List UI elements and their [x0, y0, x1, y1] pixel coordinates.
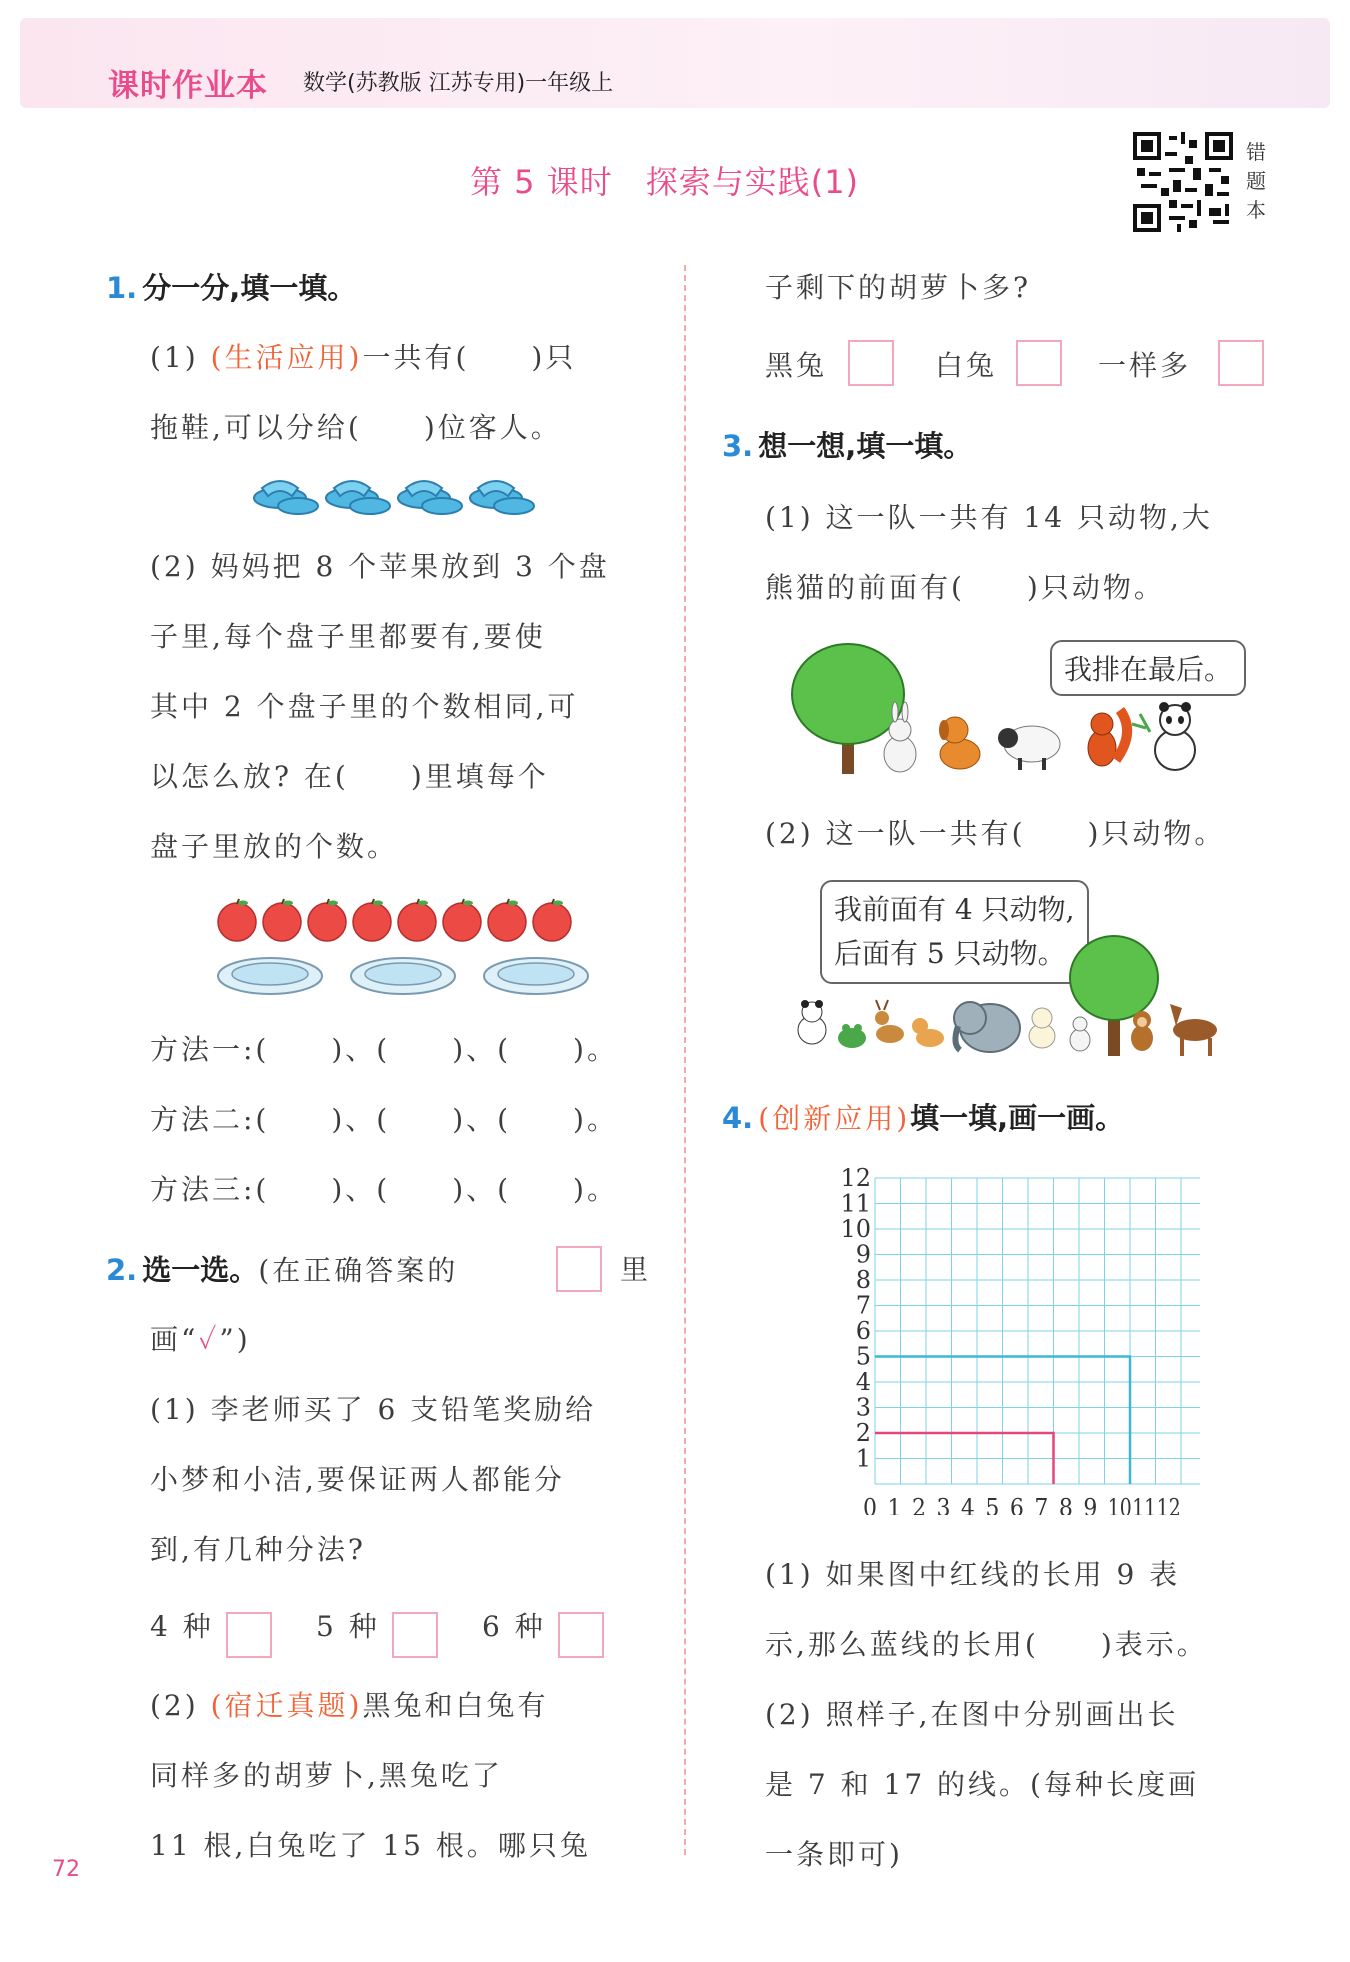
qr-code-icon[interactable] [1133, 132, 1233, 232]
question-1-number: 1. [106, 271, 138, 305]
question-2-title: 选一选。 [142, 1253, 259, 1287]
q4-part1-line1: (1) 如果图中红线的长用 9 表 [765, 1558, 1181, 1591]
y-tick-label: 2 [855, 1419, 871, 1447]
q2-option-label-4: 4 种 [150, 1610, 214, 1643]
q2-part2-line1 [150, 1684, 548, 1724]
q1-part2-line5: 盘子里放的个数。 [150, 830, 399, 863]
q2-part2-line2: 同样多的胡萝卜,黑兔吃了 [150, 1759, 503, 1792]
x-tick-label: 1 [887, 1494, 902, 1515]
x-tick-label: 11 [1132, 1494, 1157, 1515]
panda-icon [798, 1000, 826, 1044]
q2-part2-option-label-white: 白兔 [935, 349, 998, 382]
x-tick-label: 4 [960, 1494, 975, 1515]
x-tick-label: 5 [985, 1494, 1000, 1515]
x-tick-label: 9 [1083, 1494, 1098, 1515]
deer-icon [875, 1000, 904, 1043]
slippers-illustration [250, 470, 550, 522]
q2-option-box-6[interactable] [558, 1612, 604, 1658]
y-tick-label: 6 [855, 1317, 871, 1345]
animal-queue-scene-2 [790, 930, 1250, 1062]
question-2-instruction-end: 里 [620, 1253, 652, 1286]
qr-label: 错题本 [1246, 140, 1266, 222]
question-3-title: 想一想,填一填。 [758, 429, 973, 463]
q1-part2-line2: 子里,每个盘子里都要有,要使 [150, 620, 546, 653]
q2-part2-tag: (宿迁真题) [210, 1689, 363, 1722]
question-4-tag: (创新应用) [758, 1102, 911, 1135]
q2-quote-close: ”) [219, 1323, 251, 1356]
q2-option-label-5: 5 种 [316, 1610, 380, 1643]
y-tick-label: 12 [840, 1164, 871, 1192]
dog-icon [939, 717, 980, 769]
column-divider [684, 265, 686, 1855]
elephant-speech-line1: 我前面有 4 只动物, [834, 893, 1075, 926]
rabbit-icon [1070, 1017, 1090, 1051]
x-tick-label: 6 [1009, 1494, 1024, 1515]
q3-part2-line: (2) 这一队一共有( )只动物。 [765, 817, 1226, 850]
q1-part1-line2: 拖鞋,可以分给( )位客人。 [150, 411, 562, 444]
q2-part1-line3: 到,有几种分法? [150, 1533, 366, 1566]
q2-part2-option-label-same: 一样多 [1098, 349, 1192, 382]
x-tick-label: 2 [911, 1494, 926, 1515]
q2-part2-option-box-white[interactable] [1016, 340, 1062, 386]
q2-part2-line4: 子剩下的胡萝卜多? [765, 271, 1032, 304]
book-subtitle: 数学(苏教版 江苏专用)一年级上 [303, 71, 614, 96]
q1-part1-tag: (生活应用) [210, 341, 363, 374]
q1-part1-prefix: (1) [150, 341, 199, 374]
q1-part1-line1 [150, 336, 576, 376]
checkmark-icon: ✓ [198, 1323, 220, 1356]
q2-part2-option-box-black[interactable] [848, 340, 894, 386]
brand-title: 课时作业本 [108, 68, 268, 104]
q1-method-1: 方法一:( )、( )、( )。 [150, 1033, 618, 1066]
q2-part2-prefix: (2) [150, 1689, 199, 1722]
q2-example-box [556, 1246, 602, 1292]
y-tick-label: 7 [855, 1291, 871, 1320]
elephant-speech-line2: 后面有 5 只动物。 [834, 937, 1066, 970]
y-tick-label: 5 [855, 1342, 871, 1371]
y-tick-label: 10 [840, 1215, 871, 1243]
q2-part2-line3: 11 根,白兔吃了 15 根。哪只兔 [150, 1829, 591, 1862]
frog-icon [838, 1024, 866, 1048]
y-tick-label: 1 [855, 1444, 871, 1473]
x-tick-label: 7 [1034, 1494, 1049, 1515]
question-1-heading [106, 266, 356, 307]
q4-part2-line3: 一条即可) [765, 1838, 903, 1871]
elephant-icon [954, 1002, 1020, 1052]
question-1-title: 分一分,填一填。 [142, 271, 357, 305]
y-tick-label: 11 [840, 1189, 871, 1218]
q4-part2-line2: 是 7 和 17 的线。(每种长度画 [765, 1768, 1199, 1801]
question-3-number: 3. [722, 429, 754, 463]
cat-icon [1029, 1008, 1055, 1048]
q2-part2-text: 黑兔和白兔有 [362, 1689, 549, 1722]
q1-method-3: 方法三:( )、( )、( )。 [150, 1173, 618, 1206]
q1-part2-line3: 其中 2 个盘子里的个数相同,可 [150, 690, 579, 723]
lesson-title: 第 5 课时 探索与实践(1) [470, 163, 860, 201]
q2-part2-option-label-black: 黑兔 [765, 349, 828, 382]
x-tick-label: 0 [863, 1494, 877, 1515]
question-2-number: 2. [106, 1253, 138, 1287]
monkey-icon [1131, 1011, 1153, 1051]
page-number: 72 [52, 1857, 80, 1882]
question-2-instruction-line2 [150, 1318, 251, 1358]
q1-part1-text: 一共有( )只 [362, 341, 577, 374]
y-tick-label: 3 [855, 1393, 871, 1422]
apples-plates-illustration [215, 898, 595, 1003]
panda-icon [1132, 702, 1195, 770]
x-tick-label: 3 [936, 1494, 951, 1515]
q2-option-box-5[interactable] [392, 1612, 438, 1658]
question-4-number: 4. [722, 1101, 754, 1135]
squirrel-icon [1088, 710, 1127, 766]
x-tick-label: 10 [1107, 1494, 1132, 1515]
q2-part2-option-box-same[interactable] [1218, 340, 1264, 386]
q3-part1-line2: 熊猫的前面有( )只动物。 [765, 571, 1165, 604]
q2-part1-line2: 小梦和小洁,要保证两人都能分 [150, 1463, 565, 1496]
q1-part2-line4: 以怎么放? 在( )里填每个 [150, 760, 549, 793]
q2-option-label-6: 6 种 [482, 1610, 546, 1643]
question-2-instruction: (在正确答案的 [258, 1254, 459, 1287]
question-3-heading [722, 424, 972, 465]
y-tick-label: 4 [855, 1368, 871, 1396]
dog-icon [912, 1018, 944, 1047]
grid-chart[interactable] [835, 1160, 1200, 1515]
question-2-heading [106, 1248, 458, 1289]
panda-speech-bubble: 我排在最后。 [1050, 640, 1246, 696]
question-4-heading [722, 1096, 1124, 1137]
q2-quote-open: 画“ [150, 1323, 199, 1356]
q1-part2-line1: (2) 妈妈把 8 个苹果放到 3 个盘 [150, 550, 610, 583]
q4-part2-line1: (2) 照样子,在图中分别画出长 [765, 1698, 1179, 1731]
question-4-title: 填一填,画一画。 [910, 1101, 1125, 1135]
horse-icon [1170, 1004, 1217, 1056]
x-tick-label: 8 [1058, 1494, 1073, 1515]
q4-part1-line2: 示,那么蓝线的长用( )表示。 [765, 1628, 1208, 1661]
y-tick-label: 8 [855, 1266, 871, 1294]
q2-option-box-4[interactable] [226, 1612, 272, 1658]
x-tick-label: 12 [1156, 1494, 1181, 1515]
q2-part1-line1: (1) 李老师买了 6 支铅笔奖励给 [150, 1393, 597, 1426]
sheep-icon [998, 726, 1060, 770]
q3-part1-line1: (1) 这一队一共有 14 只动物,大 [765, 501, 1213, 534]
y-tick-label: 9 [855, 1240, 871, 1269]
q1-method-2: 方法二:( )、( )、( )。 [150, 1103, 618, 1136]
